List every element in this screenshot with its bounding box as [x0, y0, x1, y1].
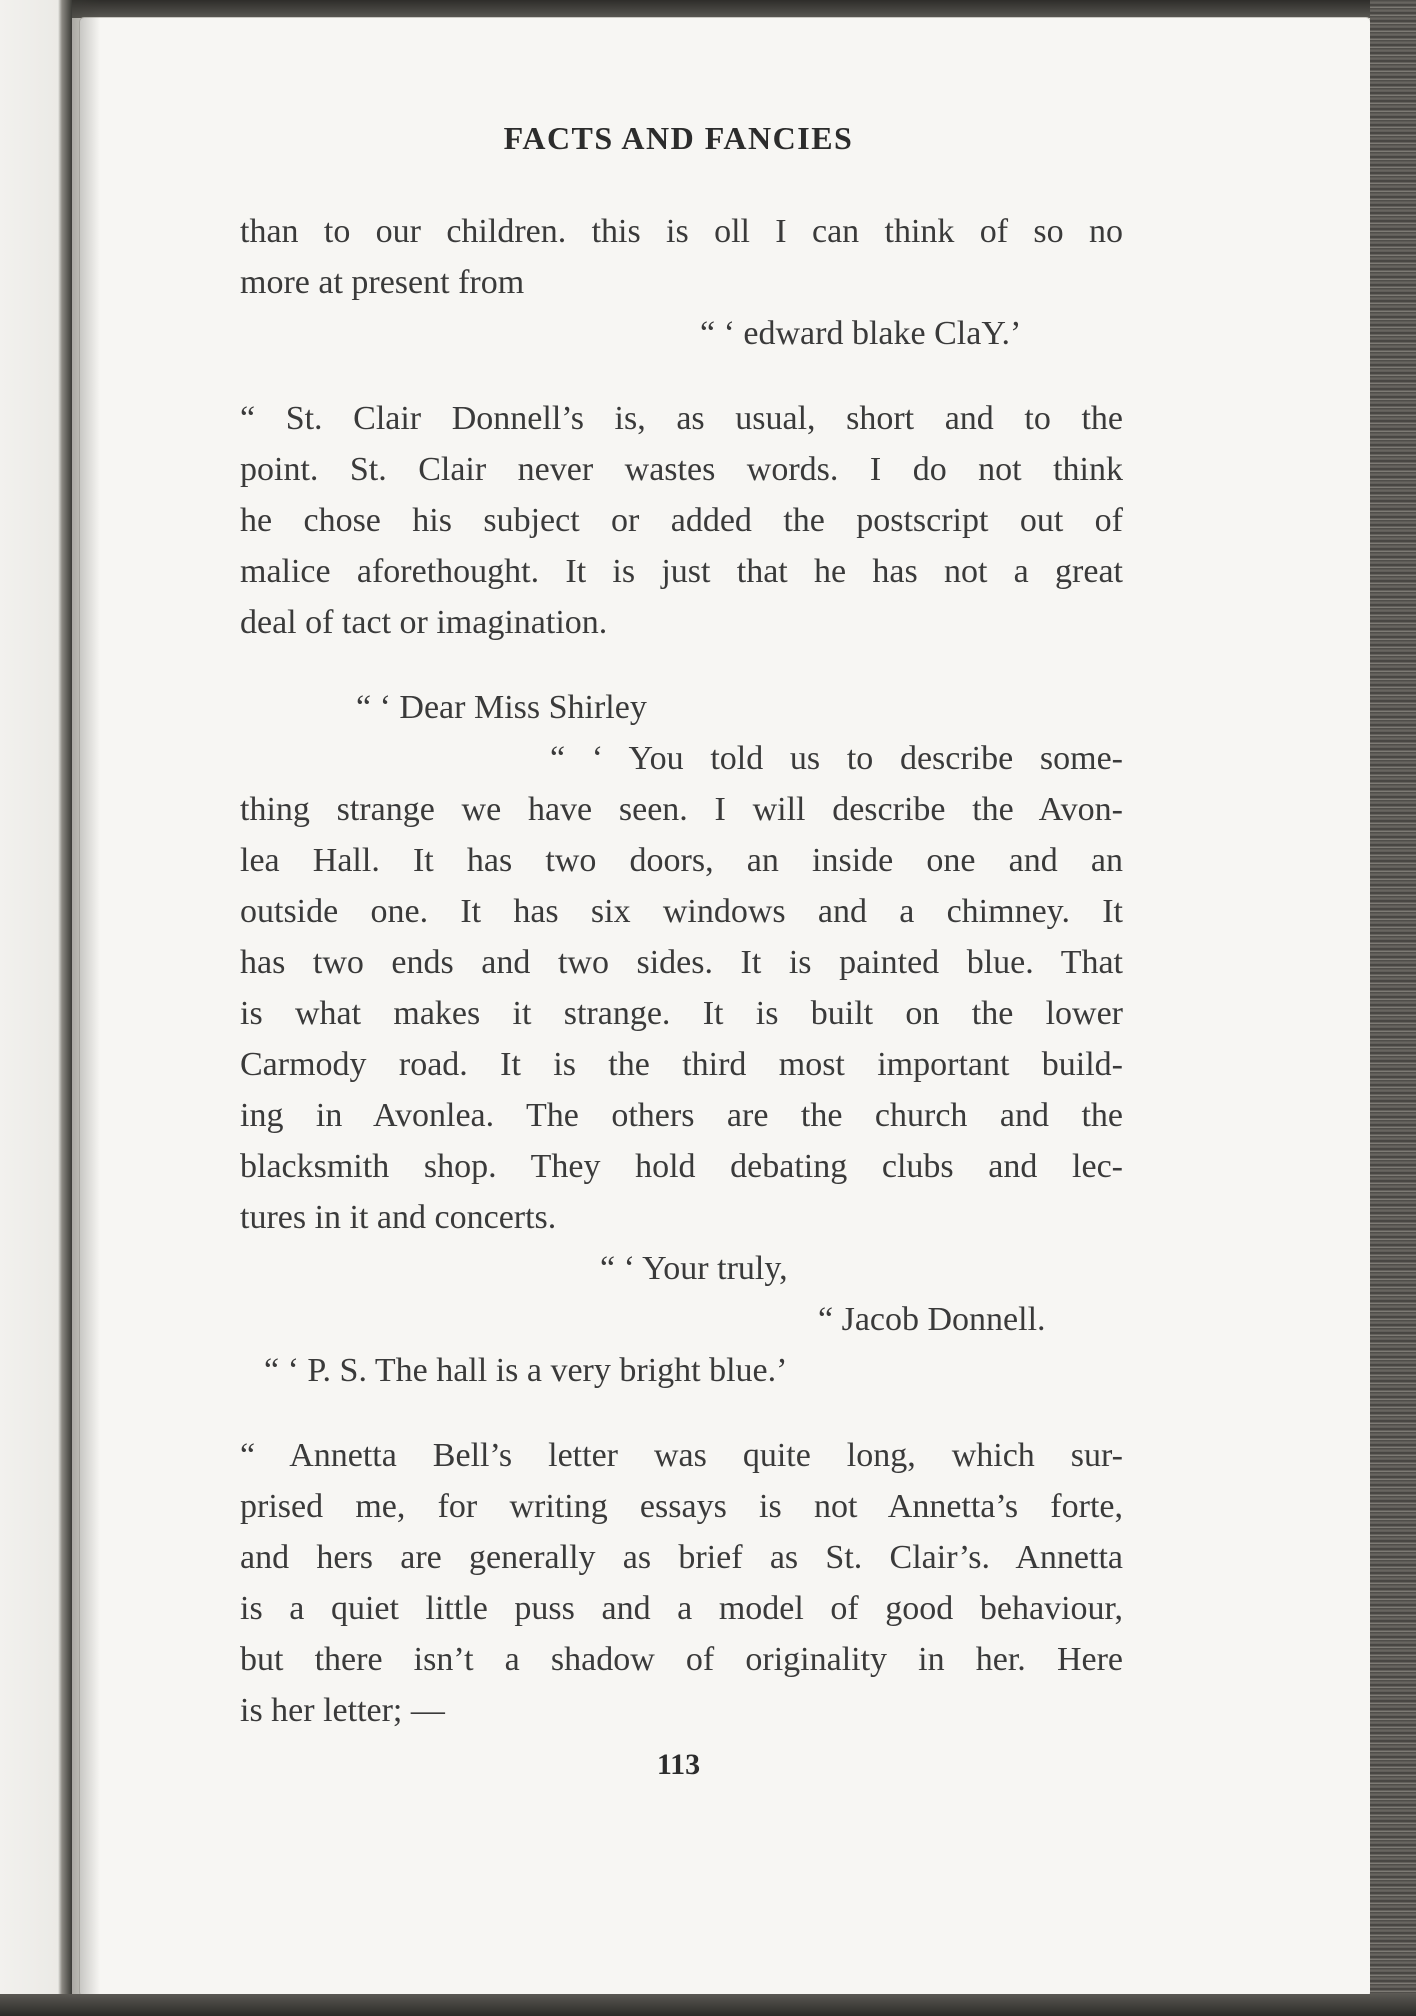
text-line: blacksmith shop. They hold debating clubs and lec-	[240, 1148, 1123, 1185]
letter-postscript: “ ‘ P. S. The hall is a very bright blue.’	[264, 1352, 788, 1389]
letter-closing: “ ‘ Your truly,	[600, 1250, 788, 1287]
text-line: is what makes it strange. It is built on the lower	[240, 995, 1123, 1032]
text-line: than to our children. this is oll I can think of so no	[240, 213, 1123, 250]
text-line: and hers are generally as brief as St. Clair’s. Annetta	[240, 1539, 1123, 1576]
binding-shadow	[72, 0, 100, 2016]
text-line: “ St. Clair Donnell’s is, as usual, short and to the	[240, 400, 1123, 437]
text-line: “ Annetta Bell’s letter was quite long, which sur-	[240, 1437, 1123, 1474]
bottom-page-edge	[0, 1994, 1416, 2016]
signature-line: “ ‘ edward blake ClaY.’	[700, 315, 1022, 352]
text-line: lea Hall. It has two doors, an inside one and an	[240, 842, 1123, 879]
text-line: prised me, for writing essays is not Annetta’s forte,	[240, 1488, 1123, 1525]
text-line: but there isn’t a shadow of originality in her. Here	[240, 1641, 1123, 1678]
text-line: ing in Avonlea. The others are the church and the	[240, 1097, 1123, 1134]
text-line: outside one. It has six windows and a chimney. It	[240, 893, 1123, 930]
text-line: more at present from	[240, 264, 525, 301]
text-line: point. St. Clair never wastes words. I do not think	[240, 451, 1123, 488]
page-number: 113	[656, 1748, 701, 1781]
text-line: is a quiet little puss and a model of good behaviour,	[240, 1590, 1123, 1627]
text-line: malice aforethought. It is just that he has not a great	[240, 553, 1123, 590]
letter-salutation: “ ‘ Dear Miss Shirley	[356, 689, 647, 726]
text-line: thing strange we have seen. I will describe the Avon-	[240, 791, 1123, 828]
facing-page-edge	[0, 0, 72, 2016]
text-line: is her letter; —	[240, 1692, 445, 1729]
letter-signature: “ Jacob Donnell.	[818, 1301, 1046, 1338]
text-line: has two ends and two sides. It is painted blue. That	[240, 944, 1123, 981]
page-stack-edge	[1370, 0, 1416, 2016]
text-line: tures in it and concerts.	[240, 1199, 557, 1236]
text-line: “ ‘ You told us to describe some-	[550, 740, 1123, 777]
top-page-edge	[72, 0, 1416, 18]
text-line: Carmody road. It is the third most important build-	[240, 1046, 1123, 1083]
text-line: he chose his subject or added the postscript out of	[240, 502, 1123, 539]
text-line: deal of tact or imagination.	[240, 604, 608, 641]
running-head: FACTS AND FANCIES	[503, 120, 854, 156]
